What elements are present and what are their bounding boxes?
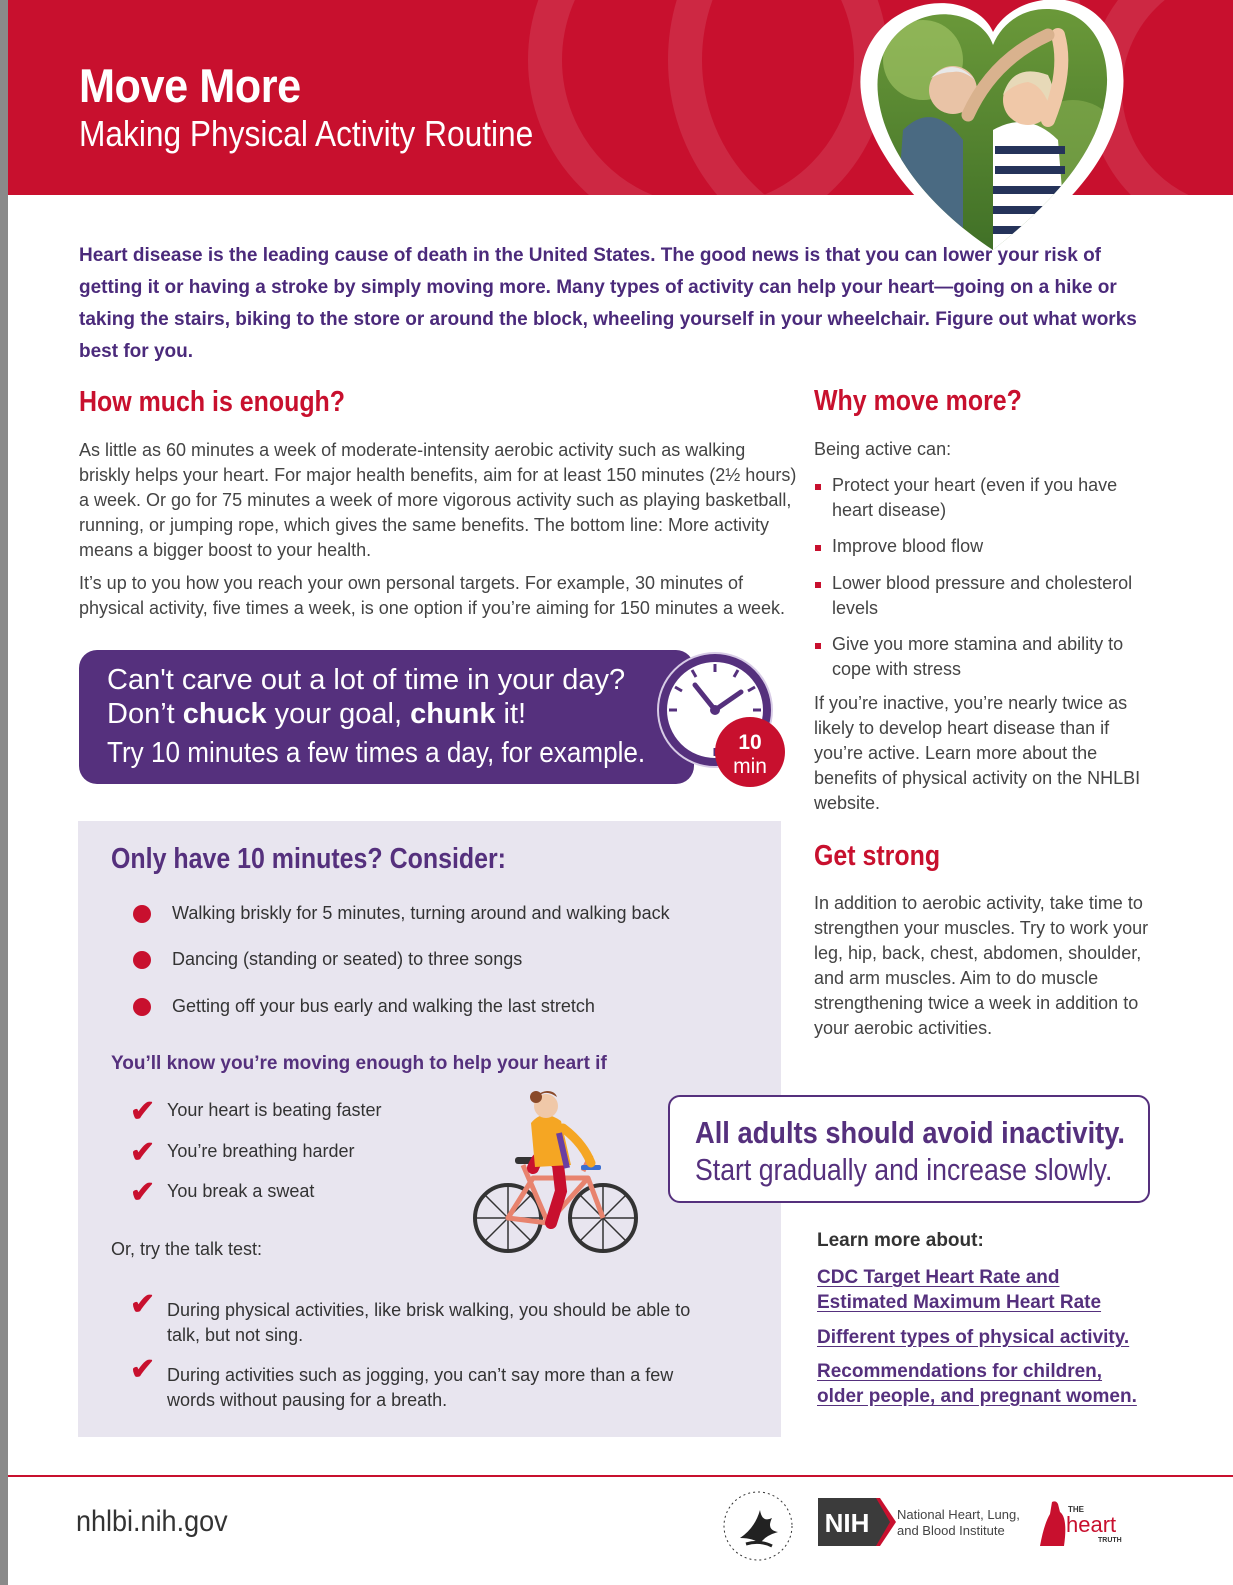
chunk-text: your goal,	[266, 698, 411, 730]
talk-item-text: words without pausing for a breath.	[167, 1390, 448, 1410]
inactive-paragraph: If you’re inactive, you’re nearly twice as likely to develop heart disease than if you’re active. Learn more about the benefits of physical activity on the NHLBI website.	[814, 693, 1141, 813]
why-bullet-text: Improve blood flow	[832, 536, 984, 556]
heart-truth-text: TRUTH	[1098, 1537, 1122, 1544]
checkmark-icon: ✔	[130, 1136, 156, 1169]
link-text[interactable]: Different types of physical activity.	[817, 1327, 1130, 1348]
how-much-paragraph-1: As little as 60 minutes a week of moderate-intensity aerobic activity such as walking briskly helps your heart. For major health benefits, aim for at least 150 minutes (2½ hours) a week. Or go for 75 minutes a week of more vigorous activity such as playing basketball, running, or jumping rope, which gives the same benefits. The bottom line: More activity means a bigger boost to your health.	[79, 440, 797, 560]
chunk-text: it!	[495, 698, 527, 730]
talk-item-text: talk, but not sing.	[167, 1325, 304, 1345]
link-text[interactable]: Recommendations for children,	[817, 1361, 1103, 1382]
why-bullet-text: Protect your heart (even if you have heart disease)	[832, 475, 1118, 520]
talk-test-label: Or, try the talk test:	[111, 1239, 263, 1259]
checkmark-icon: ✔	[130, 1095, 156, 1128]
why-bullet-text: Give you more stamina and ability to cope with stress	[832, 634, 1124, 679]
link-text[interactable]: CDC Target Heart Rate and	[817, 1267, 1060, 1288]
heart-truth-text: heart	[1066, 1512, 1117, 1537]
chunk-banner	[79, 650, 694, 784]
nih-name-line: and Blood Institute	[897, 1523, 1005, 1538]
bullet-dot-icon	[133, 905, 151, 923]
checkmark-icon: ✔	[130, 1176, 156, 1209]
heart-truth-text: THE	[1068, 1505, 1084, 1514]
footer-divider	[8, 1475, 1233, 1477]
bullet-square-icon	[815, 545, 821, 551]
nih-name-line: National Heart, Lung,	[897, 1507, 1020, 1522]
bullet-square-icon	[815, 643, 821, 649]
nih-logo-text: NIH	[824, 1508, 870, 1538]
link-types-of-activity[interactable]	[817, 1325, 1129, 1350]
chunk-line-3: Try 10 minutes a few times a day, for example.	[107, 737, 646, 769]
checkmark-icon: ✔	[130, 1288, 156, 1321]
bullet-square-icon	[815, 484, 821, 490]
why-bullet	[814, 632, 1154, 682]
list-item-text: Dancing (standing or seated) to three songs	[172, 949, 523, 969]
hhs-eagle-logo	[720, 1488, 796, 1564]
why-bullet	[814, 571, 1154, 621]
learn-more-heading: Learn more about:	[817, 1230, 984, 1251]
chunk-text: Don’t	[107, 698, 183, 730]
link-cdc-target-heart-rate[interactable]	[817, 1265, 1101, 1315]
nih-logo	[818, 1498, 896, 1546]
chunk-line-2	[107, 698, 526, 731]
badge-number: 10	[738, 731, 762, 754]
fact-sheet-page	[8, 0, 1233, 1585]
link-text[interactable]: Estimated Maximum Heart Rate	[817, 1292, 1102, 1313]
page-subtitle: Making Physical Activity Routine	[79, 113, 534, 154]
chunk-line-1: Can't carve out a lot of time in your day?	[107, 664, 626, 696]
link-recommendations[interactable]	[817, 1359, 1137, 1409]
why-bullet-text: Lower blood pressure and cholesterol levels	[832, 573, 1133, 618]
why-bullet	[814, 534, 1154, 559]
checkmark-icon: ✔	[130, 1353, 156, 1386]
sign-text: Your heart is beating faster	[167, 1100, 382, 1120]
link-text[interactable]: older people, and pregnant women.	[817, 1386, 1137, 1407]
how-much-heading: How much is enough?	[79, 386, 346, 418]
get-strong-paragraph: In addition to aerobic activity, take time to strengthen your muscles. Try to work your leg, hip, back, chest, abdomen, shoulder, and arm muscles. Aim to do muscle strengthening twice a week in addition to your aerobic activities.	[814, 893, 1149, 1038]
why-heading: Why move more?	[814, 385, 1022, 417]
consider-heading: Only have 10 minutes? Consider:	[111, 843, 506, 875]
bullet-dot-icon	[133, 998, 151, 1016]
callout-line-1: All adults should avoid inactivity.	[695, 1115, 1125, 1150]
how-much-paragraph-2: It’s up to you how you reach your own personal targets. For example, 30 minutes of physical activity, five times a week, is one option if you’re aiming for 150 minutes a week.	[79, 573, 785, 618]
intro-paragraph: Heart disease is the leading cause of death in the United States. The good news is that you can lower your risk of getting it or having a stroke by simply moving more. Many types of activity can help your heart—going on a hike or taking the stairs, biking to the store or around the block, wheeling yourself in your wheelchair. Figure out what works best for you.	[79, 245, 1137, 362]
cyclist-illustration	[463, 1083, 643, 1263]
talk-item-text: During physical activities, like brisk walking, you should be able to	[167, 1300, 691, 1320]
clock-icon	[653, 650, 793, 790]
sign-text: You break a sweat	[167, 1181, 315, 1201]
badge-unit: min	[733, 755, 767, 778]
sign-text: You’re breathing harder	[167, 1141, 355, 1161]
bullet-dot-icon	[133, 951, 151, 969]
why-bullet	[814, 473, 1154, 523]
list-item-text: Getting off your bus early and walking the last stretch	[172, 996, 595, 1016]
nih-institute-name	[897, 1507, 1020, 1539]
get-strong-heading: Get strong	[814, 840, 941, 872]
page-title: Move More	[79, 59, 301, 112]
callout-line-2: Start gradually and increase slowly.	[695, 1152, 1113, 1187]
know-heading: You’ll know you’re moving enough to help your heart if	[111, 1053, 607, 1074]
heart-truth-logo	[1038, 1498, 1128, 1548]
chunk-emphasis: chunk	[410, 698, 496, 730]
why-intro: Being active can:	[814, 439, 952, 459]
avoid-inactivity-callout	[668, 1095, 1150, 1203]
heart-photo-dancing-couple	[843, 0, 1143, 265]
talk-item-text: During activities such as jogging, you can’t say more than a few	[167, 1365, 674, 1385]
chunk-emphasis: chuck	[182, 698, 267, 730]
footer-url-link[interactable]: nhlbi.nih.gov	[76, 1505, 228, 1538]
list-item-text: Walking briskly for 5 minutes, turning around and walking back	[172, 903, 670, 923]
bullet-square-icon	[815, 582, 821, 588]
